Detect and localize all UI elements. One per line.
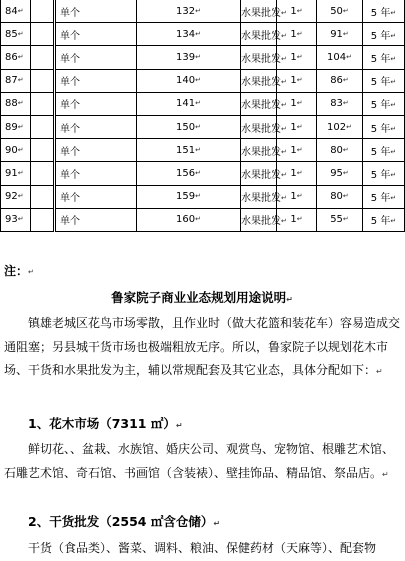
cell-area: 151↵ (137, 139, 241, 162)
cell-empty (31, 208, 55, 231)
cell-area: 132↵ (137, 0, 241, 23)
cell-unit: 单个 (55, 92, 137, 115)
return-mark-icon: ↵ (296, 168, 303, 177)
table-row (1, 208, 405, 231)
cell-no: 90↵ (1, 139, 31, 162)
cell-empty (31, 139, 55, 162)
return-mark-icon: ↵ (296, 145, 303, 154)
return-mark-icon: ↵ (296, 76, 303, 85)
return-mark-icon: ↵ (281, 101, 287, 110)
cell-term: 5 年↵ (363, 0, 405, 23)
cell-unit: 单个 (55, 23, 137, 46)
return-mark-icon: ↵ (296, 122, 303, 131)
return-mark-icon: ↵ (296, 29, 303, 38)
cell-no: 89↵ (1, 115, 31, 138)
return-mark-icon: ↵ (390, 31, 397, 40)
cell-empty (31, 185, 55, 208)
section2-paragraph: 干货（食品类）、酱菜、调料、粮油、保健药材（天麻等）、配套物 (28, 541, 377, 555)
return-mark-icon: ↵ (382, 469, 389, 479)
return-mark-icon: ↵ (296, 192, 303, 201)
intro-paragraph: 镇雄老城区花鸟市场零散，且作业时（做大花篮和装花车）容易造成交通阻塞；另县城干货市场也极端粗放无序。所以，鲁家院子以规划花木市场、干货和水果批发为主，辅以常规配套及其它业态，具体分配如下：↵ (4, 316, 401, 377)
return-mark-icon: ↵ (195, 122, 201, 131)
section1-paragraph: 鲜切花、、盆栽、水族馆、婚庆公司、观赏鸟、宠物馆、根雕艺术馆、石雕艺术馆、奇石馆、书画馆（含装裱）、壁挂饰品、精品馆、祭品店。↵ (4, 442, 395, 480)
cell-area: 141↵ (137, 92, 241, 115)
cell-term: 5 年↵ (363, 208, 405, 231)
return-mark-icon: ↵ (281, 217, 287, 226)
cell-use: 水果批发↵ (241, 139, 277, 162)
return-mark-icon: ↵ (195, 52, 201, 61)
table-row (1, 0, 405, 23)
cell-no: 86↵ (1, 46, 31, 69)
return-mark-icon: ↵ (390, 217, 397, 226)
return-mark-icon: ↵ (390, 124, 397, 133)
table-row (1, 162, 405, 185)
return-mark-icon: ↵ (195, 76, 201, 85)
return-mark-icon: ↵ (281, 8, 287, 17)
cell-no: 88↵ (1, 92, 31, 115)
return-mark-icon: ↵ (195, 29, 201, 38)
return-mark-icon: ↵ (376, 367, 383, 376)
cell-price: 102↵ (317, 115, 363, 138)
cell-term: 5 年↵ (363, 185, 405, 208)
cell-use: 水果批发↵ (241, 0, 277, 23)
cell-term: 5 年↵ (363, 46, 405, 69)
cell-term: 5 年↵ (363, 162, 405, 185)
cell-area: 134↵ (137, 23, 241, 46)
shop-table (0, 0, 405, 232)
cell-no: 91↵ (1, 162, 31, 185)
cell-term: 5 年↵ (363, 115, 405, 138)
cell-no: 92↵ (1, 185, 31, 208)
return-mark-icon: ↵ (195, 99, 201, 108)
cell-price: 80↵ (317, 139, 363, 162)
cell-no: 85↵ (1, 23, 31, 46)
cell-unit: 单个 (55, 69, 137, 92)
cell-no: 84↵ (1, 0, 31, 23)
doc-title: 鲁家院子商业业态规划用途说明↵ (111, 290, 293, 305)
table-row (1, 115, 405, 138)
cell-empty (31, 69, 55, 92)
return-mark-icon: ↵ (195, 145, 201, 154)
return-mark-icon: ↵ (346, 52, 352, 61)
return-mark-icon: ↵ (195, 215, 201, 224)
cell-use: 水果批发↵ (241, 69, 277, 92)
cell-qty: 1↵ (277, 139, 317, 162)
return-mark-icon: ↵ (286, 295, 293, 304)
return-mark-icon: ↵ (17, 52, 24, 61)
return-mark-icon: ↵ (342, 215, 349, 224)
cell-empty (31, 92, 55, 115)
return-mark-icon: ↵ (390, 78, 397, 87)
cell-qty: 1↵ (277, 208, 317, 231)
cell-qty: 1↵ (277, 69, 317, 92)
cell-unit: 单个 (55, 185, 137, 208)
return-mark-icon: ↵ (17, 122, 24, 131)
return-mark-icon: ↵ (296, 6, 303, 15)
cell-unit: 单个 (55, 115, 137, 138)
cell-qty: 1↵ (277, 115, 317, 138)
return-mark-icon: ↵ (390, 54, 397, 63)
cell-price: 55↵ (317, 208, 363, 231)
return-mark-icon: ↵ (281, 194, 287, 203)
cell-area: 160↵ (137, 208, 241, 231)
cell-price: 91↵ (317, 23, 363, 46)
return-mark-icon: ↵ (17, 76, 24, 85)
cell-unit: 单个 (55, 208, 137, 231)
cell-qty: 1↵ (277, 0, 317, 23)
cell-price: 86↵ (317, 69, 363, 92)
cell-use: 水果批发↵ (241, 162, 277, 185)
cell-no: 87↵ (1, 69, 31, 92)
return-mark-icon: ↵ (342, 76, 349, 85)
cell-use: 水果批发↵ (241, 208, 277, 231)
return-mark-icon: ↵ (342, 6, 349, 15)
section1-heading: 1、花木市场（7311 ㎡）↵ (28, 416, 183, 431)
return-mark-icon: ↵ (281, 54, 287, 63)
cell-unit: 单个 (55, 139, 137, 162)
note-label: 注：↵ (4, 264, 34, 278)
return-mark-icon: ↵ (17, 99, 24, 108)
cell-qty: 1↵ (277, 92, 317, 115)
return-mark-icon: ↵ (281, 124, 287, 133)
cell-use: 水果批发↵ (241, 115, 277, 138)
return-mark-icon: ↵ (281, 78, 287, 87)
return-mark-icon: ↵ (281, 31, 287, 40)
return-mark-icon: ↵ (281, 147, 287, 156)
table-row (1, 46, 405, 69)
cell-term: 5 年↵ (363, 92, 405, 115)
return-mark-icon: ↵ (390, 101, 397, 110)
return-mark-icon: ↵ (296, 52, 303, 61)
return-mark-icon: ↵ (390, 8, 397, 17)
cell-price: 80↵ (317, 185, 363, 208)
return-mark-icon: ↵ (175, 421, 183, 430)
return-mark-icon: ↵ (17, 192, 24, 201)
return-mark-icon: ↵ (17, 168, 24, 177)
return-mark-icon: ↵ (195, 6, 201, 15)
return-mark-icon: ↵ (17, 29, 24, 38)
table-row (1, 69, 405, 92)
cell-use: 水果批发↵ (241, 46, 277, 69)
return-mark-icon: ↵ (390, 194, 397, 203)
cell-unit: 单个 (55, 0, 137, 23)
return-mark-icon: ↵ (342, 192, 349, 201)
return-mark-icon: ↵ (17, 145, 24, 154)
cell-qty: 1↵ (277, 46, 317, 69)
cell-qty: 1↵ (277, 162, 317, 185)
return-mark-icon: ↵ (213, 519, 221, 528)
return-mark-icon: ↵ (342, 168, 349, 177)
cell-price: 95↵ (317, 162, 363, 185)
table-row (1, 23, 405, 46)
cell-price: 50↵ (317, 0, 363, 23)
cell-qty: 1↵ (277, 23, 317, 46)
cell-empty (31, 23, 55, 46)
cell-area: 156↵ (137, 162, 241, 185)
cell-area: 139↵ (137, 46, 241, 69)
return-mark-icon: ↵ (342, 99, 349, 108)
table-row (1, 185, 405, 208)
return-mark-icon: ↵ (296, 215, 303, 224)
table-row (1, 92, 405, 115)
section2-heading: 2、干货批发（2554 ㎡含仓储）↵ (28, 514, 221, 529)
return-mark-icon: ↵ (296, 99, 303, 108)
cell-use: 水果批发↵ (241, 23, 277, 46)
cell-unit: 单个 (55, 162, 137, 185)
return-mark-icon: ↵ (195, 192, 201, 201)
cell-term: 5 年↵ (363, 139, 405, 162)
cell-empty (31, 115, 55, 138)
return-mark-icon: ↵ (17, 6, 24, 15)
table-row (1, 139, 405, 162)
return-mark-icon: ↵ (17, 215, 24, 224)
cell-use: 水果批发↵ (241, 92, 277, 115)
cell-term: 5 年↵ (363, 69, 405, 92)
return-mark-icon: ↵ (281, 170, 287, 179)
cell-area: 140↵ (137, 69, 241, 92)
cell-area: 159↵ (137, 185, 241, 208)
cell-qty: 1↵ (277, 185, 317, 208)
cell-no: 93↵ (1, 208, 31, 231)
cell-price: 83↵ (317, 92, 363, 115)
return-mark-icon: ↵ (342, 29, 349, 38)
return-mark-icon: ↵ (28, 268, 34, 276)
return-mark-icon: ↵ (195, 168, 201, 177)
return-mark-icon: ↵ (390, 170, 397, 179)
cell-unit: 单个 (55, 46, 137, 69)
return-mark-icon: ↵ (390, 147, 397, 156)
return-mark-icon: ↵ (342, 145, 349, 154)
cell-empty (31, 46, 55, 69)
cell-area: 150↵ (137, 115, 241, 138)
return-mark-icon: ↵ (346, 122, 352, 131)
cell-use: 水果批发↵ (241, 185, 277, 208)
cell-empty (31, 162, 55, 185)
cell-price: 104↵ (317, 46, 363, 69)
cell-empty (31, 0, 55, 23)
cell-term: 5 年↵ (363, 23, 405, 46)
